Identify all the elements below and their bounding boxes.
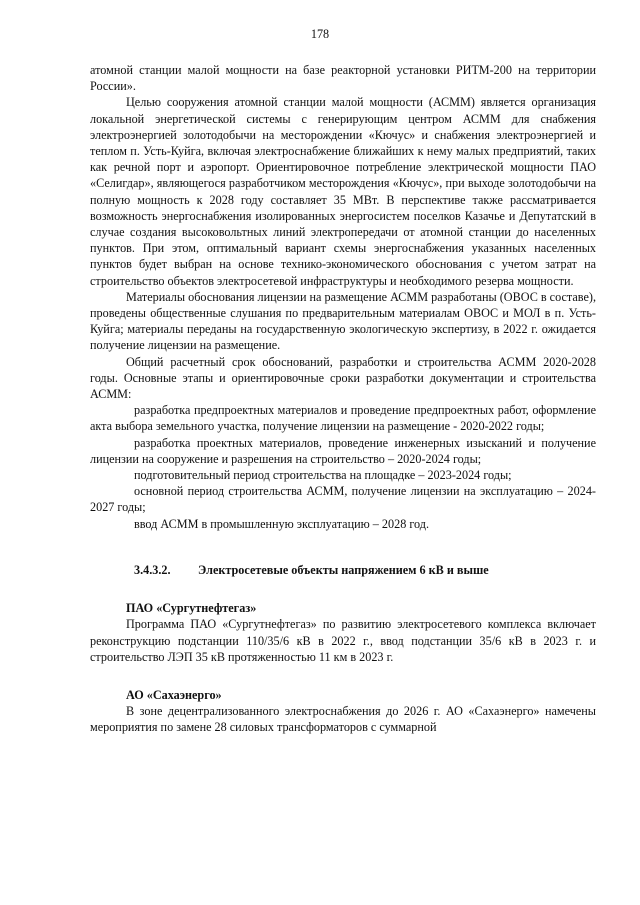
list-item: ввод АСММ в промышленную эксплуатацию – 2028 год. <box>134 516 430 531</box>
paragraph-timeline-intro: Общий расчетный срок обоснований, разработки и строительства АСММ 2020-2028 годы. Основные этапы и ориентировочные сроки разработки документации и строительства АСММ: <box>90 354 596 402</box>
list-item: разработка предпроектных материалов и проведение предпроектных работ, оформление акта выбора земельного участка, получение лицензии на размещение - 2020-2022 годы; <box>90 403 596 434</box>
section-title: Электросетевые объекты напряжением 6 кВ и выше <box>198 562 489 577</box>
list-item: разработка проектных материалов, проведение инженерных изысканий и получение лицензии на сооружение и разрешения на строительство – 2020-2024 годы; <box>90 435 596 466</box>
org-heading: ПАО «Сургутнефтегаз» <box>126 601 257 616</box>
body-text <box>90 62 596 736</box>
paragraph-org-text: Программа ПАО «Сургутнефтегаз» по развитию электросетевого комплекса включает реконструкцию подстанции 110/35/6 кВ в 2022 г., ввод подстанции 35/6 кВ в 2023 г. и строительство ЛЭП 35 кВ протяженностью 11 км в 2023 г. <box>90 617 596 664</box>
paragraph-license-materials: Материалы обоснования лицензии на размещение АСММ разработаны (ОВОС в составе), проведены общественные слушания по предварительным материалам ОВОС и МОЛ в п. Усть-Куйга; материалы переданы на государственную экологическую экспертизу, в 2022 г. ожидается получение лицензии на размещение. <box>90 289 596 353</box>
section-heading <box>90 562 596 578</box>
list-item: основной период строительства АСММ, получение лицензии на эксплуатацию – 2024-2027 годы; <box>90 484 596 515</box>
paragraph-continuation: атомной станции малой мощности на базе реакторной установки РИТМ-200 на территории России». <box>90 63 596 94</box>
page-number: 178 <box>310 27 330 41</box>
paragraph-org-text: В зоне децентрализованного электроснабжения до 2026 г. АО «Сахаэнерго» намечены мероприятия по замене 28 силовых трансформаторов с суммарной <box>90 704 596 735</box>
paragraph-asmm-purpose: Целью сооружения атомной станции малой мощности (АСММ) является организация локальной энергетической системы с генерирующим центром АСММ для снабжения электроэнергией золотодобычи на месторождении «Кючус» и снабжения электроэнергией и теплом п. Усть-Куйга, включая электроснабжение ближайших к нему малых предприятий, таких как речной порт и аэропорт. Ориентировочное потребление электрической мощности ПАО «Селигдар», являющегося разработчиком месторождения «Кючус», при выходе золотодобычи на полную мощность к 2028 году составляет 35 МВт. В перспективе также рассматривается возможность энергоснабжения изолированных энергосистем поселков Казачье и Депутатский в случае создания высоковольтных линий электропередачи от атомной станции до населенных пунктов. При этом, оптимальный вариант схемы энергоснабжения указанных населенных пунктов будет выбран на основе технико-экономического обоснования с учетом затрат на строительство объектов электросетевой инфраструктуры и необходимого резерва мощности. <box>90 95 596 288</box>
list-item: подготовительный период строительства на площадке – 2023-2024 годы; <box>134 468 512 483</box>
org-heading: АО «Сахаэнерго» <box>126 687 222 702</box>
section-number: 3.4.3.2. <box>134 562 171 577</box>
